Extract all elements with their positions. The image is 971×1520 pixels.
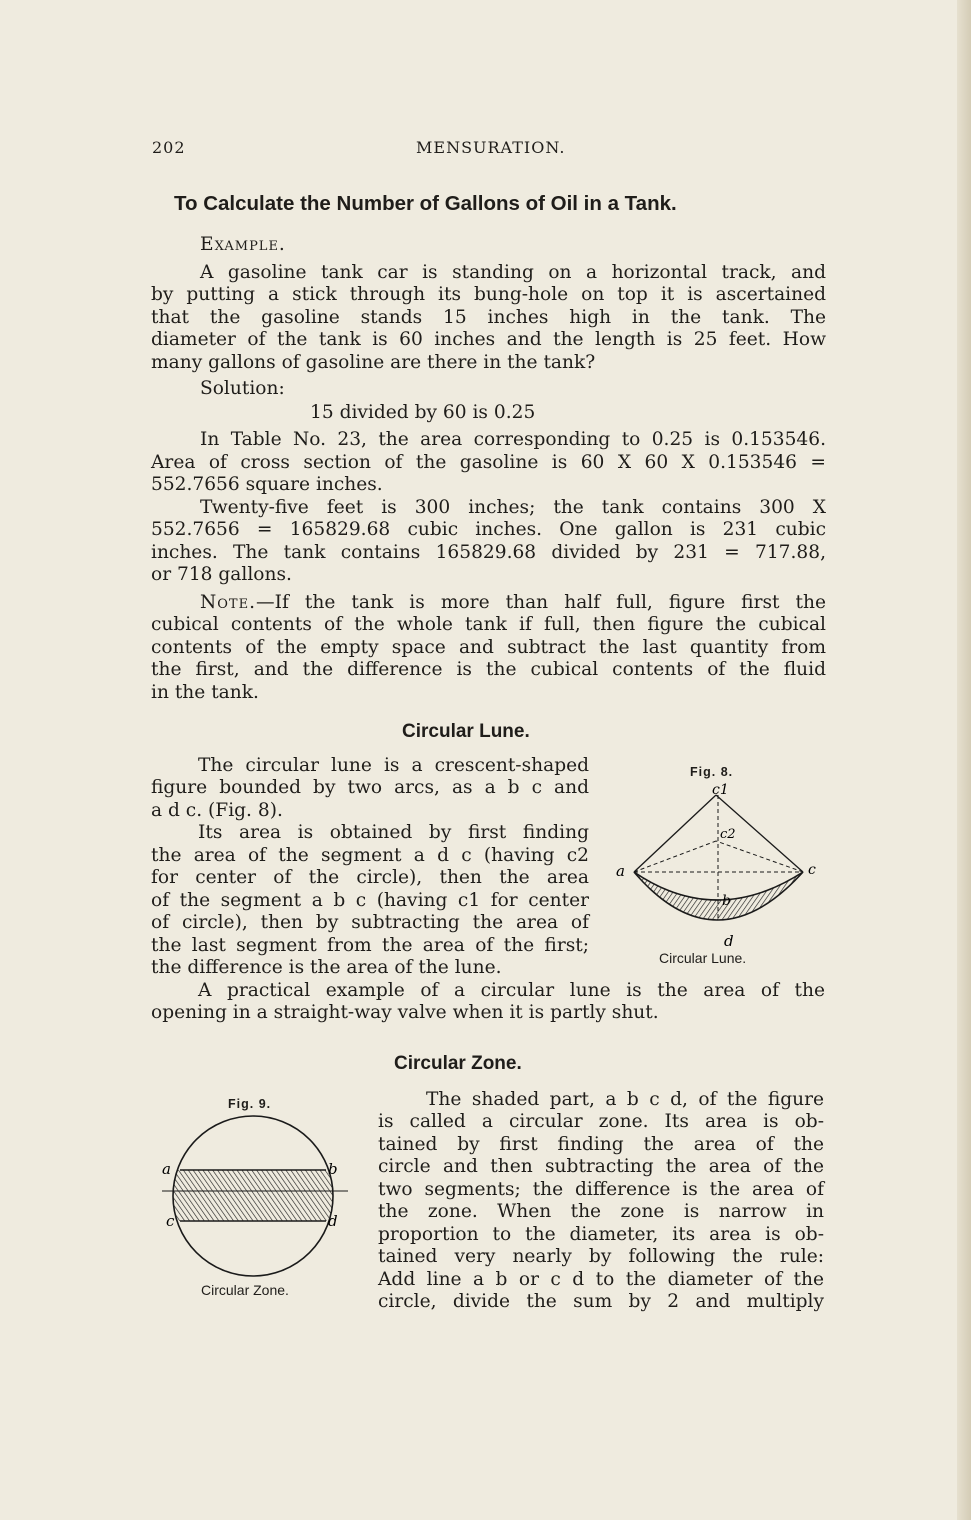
paragraph-line: many gallons of gasoline are there in the tank? xyxy=(151,352,596,373)
paragraph-line: diameter of the tank is 60 inches and the length is 25 feet. How xyxy=(151,329,826,350)
radius-c-c2 xyxy=(716,841,803,872)
paragraph-line: or 718 gallons. xyxy=(151,564,292,585)
point-c1-label: c1 xyxy=(712,782,729,798)
section-title-tank: To Calculate the Number of Gallons of Oil in a Tank. xyxy=(174,192,677,215)
lune-line: of circle), then by subtracting the area of xyxy=(151,912,589,933)
zone-line: proportion to the diameter, its area is ob- xyxy=(378,1224,824,1245)
paragraph-line: In Table No. 23, the area corresponding to 0.25 is 0.153546. xyxy=(200,429,826,450)
lune-line: opening in a straight-way valve when it is partly shut. xyxy=(151,1002,659,1023)
paragraph-line: 552.7656 square inches. xyxy=(151,474,383,495)
note-line: in the tank. xyxy=(151,682,259,703)
section-title-zone: Circular Zone. xyxy=(394,1053,522,1074)
paragraph-line: by putting a stick through its bung-hole on top it is ascertained xyxy=(151,284,826,305)
lune-line: Its area is obtained by first finding xyxy=(198,822,589,843)
paragraph-line: that the gasoline stands 15 inches high in the tank. The xyxy=(151,307,826,328)
point-a-label: a xyxy=(616,862,625,880)
example-label: Example. xyxy=(200,234,286,255)
paragraph-line: Twenty-five feet is 300 inches; the tank contains 300 X xyxy=(200,497,826,518)
section-title-lune: Circular Lune. xyxy=(402,721,530,742)
running-title: MENSURATION. xyxy=(416,138,566,157)
lune-line: figure bounded by two arcs, as a b c and xyxy=(151,777,589,798)
page-header xyxy=(152,138,828,162)
note-line: contents of the empty space and subtract the last quantity from xyxy=(151,637,826,658)
lune-line: A practical example of a circular lune is the area of the xyxy=(198,980,825,1001)
paragraph-line: Area of cross section of the gasoline is 60 X 60 X 0.153546 = xyxy=(151,452,826,473)
lune-line: the difference is the area of the lune. xyxy=(151,957,502,978)
zone-line: the zone. When the zone is narrow in xyxy=(378,1201,824,1222)
zone-line: is called a circular zone. Its area is ob- xyxy=(378,1111,824,1132)
point-c-label: c xyxy=(166,1212,175,1230)
note-line: the first, and the difference is the cubical contents of the fluid xyxy=(151,659,826,680)
point-b-label: b xyxy=(328,1160,338,1178)
note-line-first xyxy=(200,592,826,614)
zone-line: two segments; the difference is the area of xyxy=(378,1179,824,1200)
page-edge xyxy=(957,0,971,1520)
lune-line: for center of the circle), then the area xyxy=(151,867,589,888)
zone-line: Add line a b or c d to the diameter of the xyxy=(378,1269,824,1290)
paragraph-line: inches. The tank contains 165829.68 divided by 231 = 717.88, xyxy=(151,542,826,563)
point-d-label: d xyxy=(328,1212,338,1230)
zone-line: circle, divide the sum by 2 and multiply xyxy=(378,1291,824,1312)
fig9-label: Fig. 9. xyxy=(228,1097,272,1111)
note-label: Note. xyxy=(200,592,256,613)
fig8-diagram xyxy=(606,778,826,950)
zone-line: The shaded part, a b c d, of the figure xyxy=(426,1089,824,1110)
fig8-label: Fig. 8. xyxy=(690,765,734,779)
solution-step: 15 divided by 60 is 0.25 xyxy=(310,402,536,423)
note-line: cubical contents of the whole tank if full, then figure the cubical xyxy=(151,614,826,635)
point-d-label: d xyxy=(724,932,734,950)
paragraph-line: 552.7656 = 165829.68 cubic inches. One gallon is 231 cubic xyxy=(151,519,826,540)
lune-line: of the segment a b c (having c1 for center xyxy=(151,890,589,911)
point-c-label: c xyxy=(808,862,816,878)
zone-shaded-area xyxy=(172,1170,337,1221)
note-text: —If the tank is more than half full, figure first the xyxy=(256,592,826,613)
radius-a-c1 xyxy=(634,795,716,872)
paragraph-line: A gasoline tank car is standing on a horizontal track, and xyxy=(200,262,826,283)
fig8-caption: Circular Lune. xyxy=(659,950,747,966)
solution-label: Solution: xyxy=(200,378,285,399)
zone-line: circle and then subtracting the area of the xyxy=(378,1156,824,1177)
page-number: 202 xyxy=(152,138,186,157)
radius-a-c2 xyxy=(634,841,716,872)
zone-line: tained very nearly by following the rule: xyxy=(378,1246,824,1267)
point-b-label: b xyxy=(722,893,731,909)
lune-line: the last segment from the area of the first; xyxy=(151,935,589,956)
fig9-caption: Circular Zone. xyxy=(201,1282,289,1298)
lune-line: The circular lune is a crescent-shaped xyxy=(198,755,589,776)
fig9-diagram xyxy=(152,1112,352,1287)
point-a-label: a xyxy=(162,1160,171,1178)
lune-line: the area of the segment a d c (having c2 xyxy=(151,845,589,866)
zone-line: tained by first finding the area of the xyxy=(378,1134,824,1155)
point-c2-label: c2 xyxy=(720,827,736,842)
lune-line: a d c. (Fig. 8). xyxy=(151,800,283,821)
